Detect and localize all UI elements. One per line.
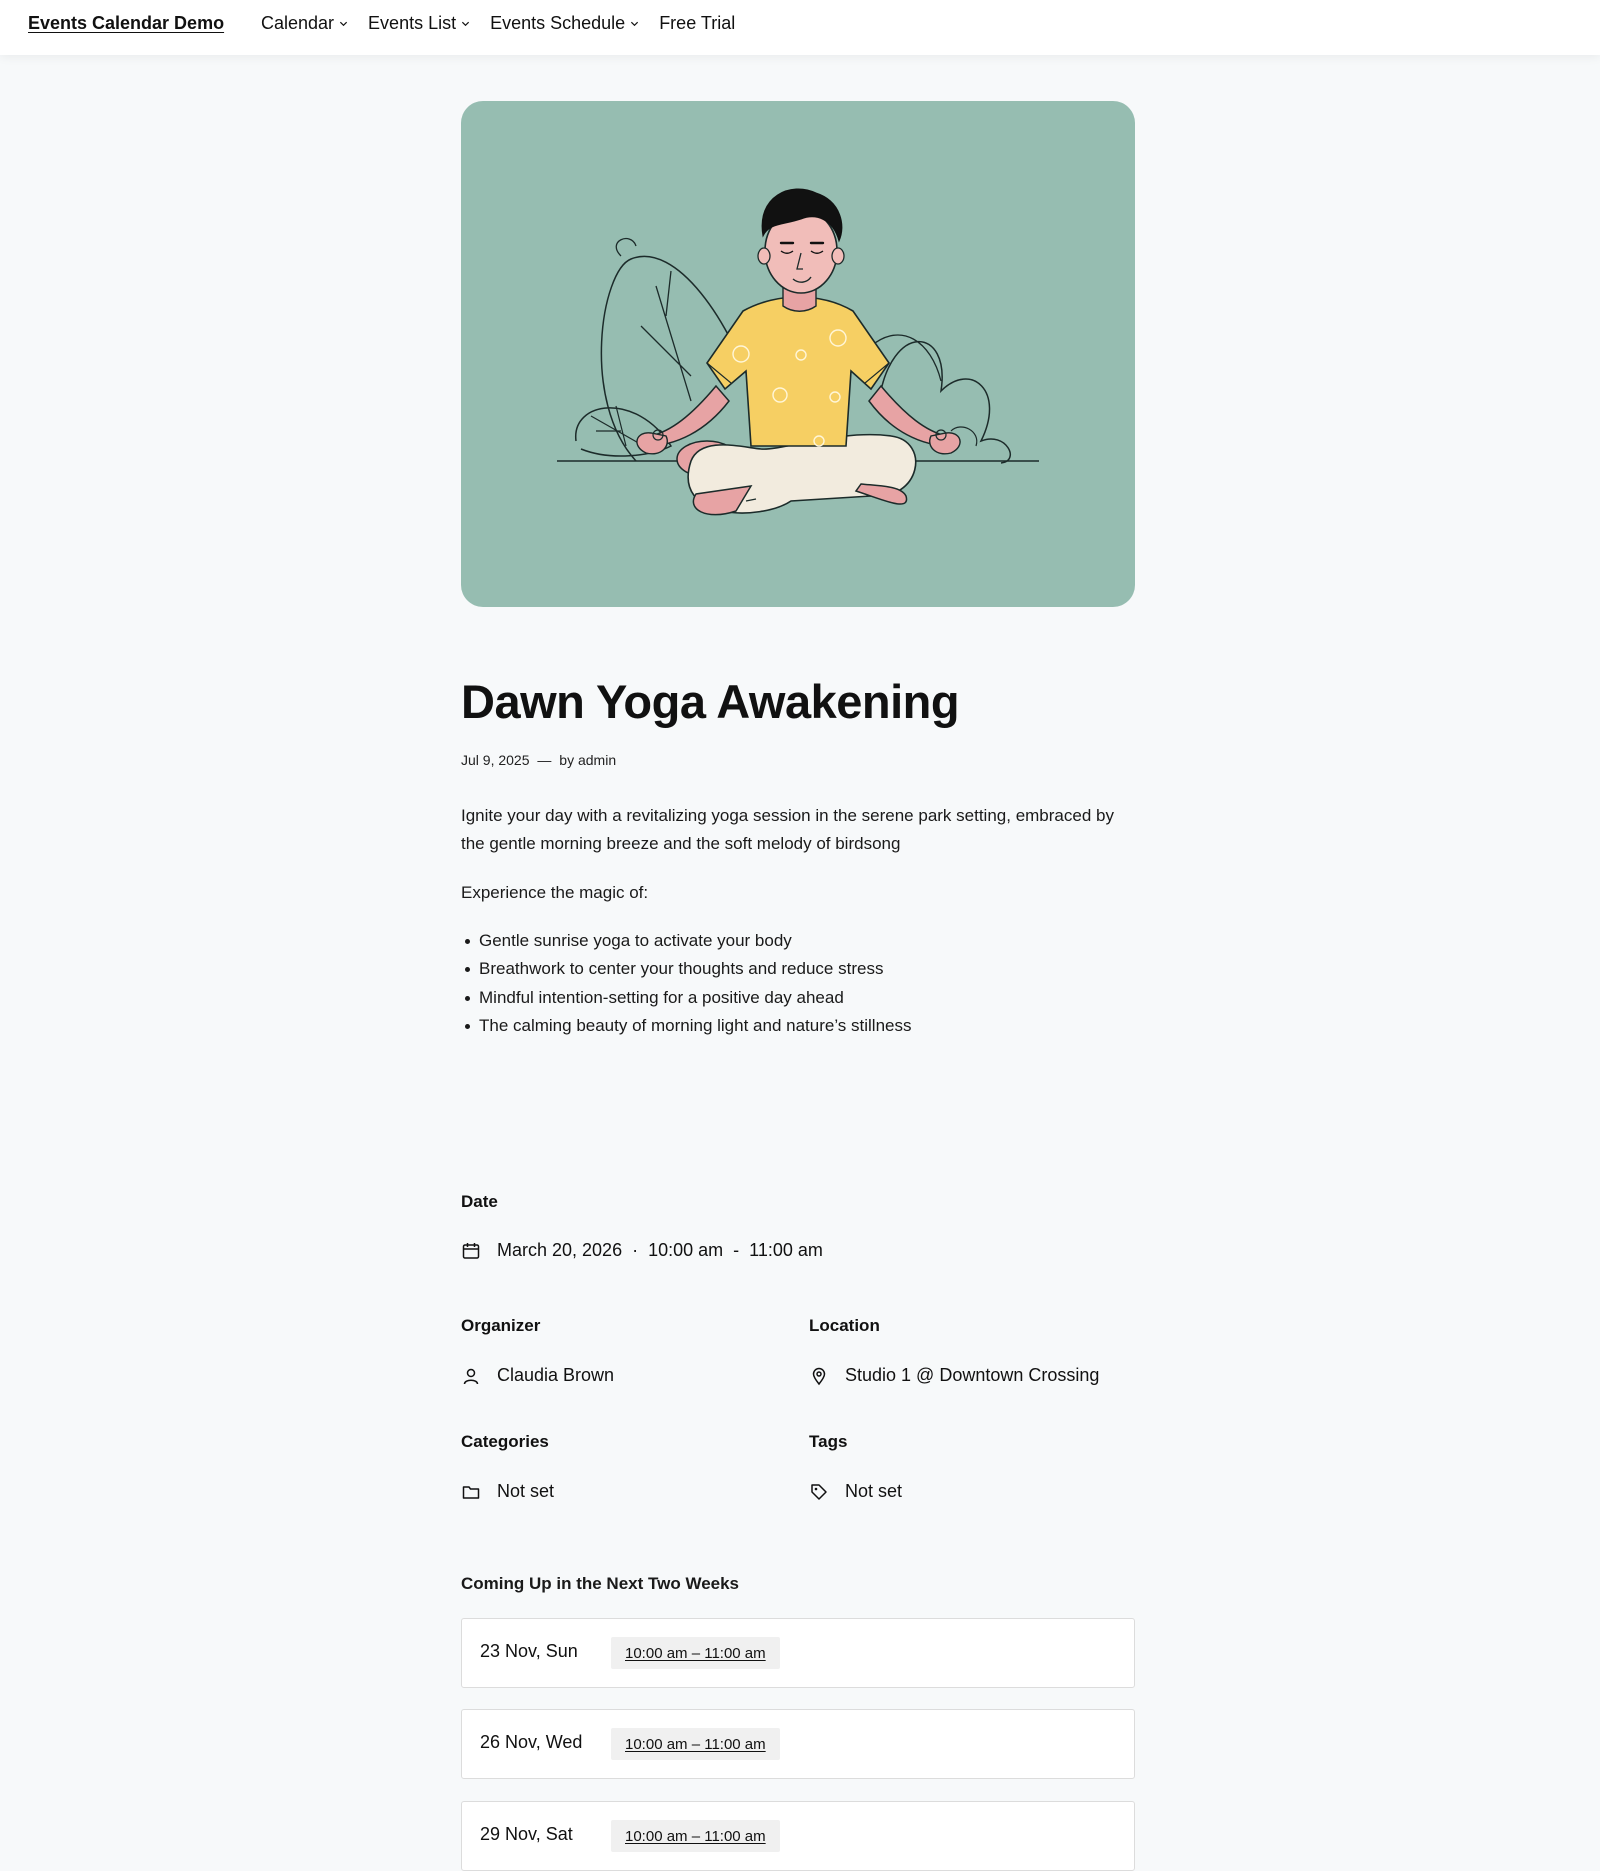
categories-label: Categories [461, 1432, 549, 1451]
upcoming-occurrence[interactable] [461, 1618, 1135, 1688]
nav-item-label: Free Trial [659, 13, 736, 33]
location-row [809, 1365, 1099, 1386]
chevron-down-icon [630, 19, 639, 28]
organizer-name[interactable]: Claudia Brown [497, 1365, 615, 1385]
nav-item-events-list[interactable] [368, 13, 470, 34]
upcoming-occurrence[interactable] [461, 1709, 1135, 1779]
location-name[interactable]: Studio 1 @ Downtown Crossing [845, 1365, 1100, 1385]
post-date: Jul 9, 2025 [461, 752, 530, 768]
date-label: Date [461, 1192, 498, 1211]
person-icon [461, 1366, 481, 1386]
tags-row [809, 1481, 902, 1502]
date-separator: · [632, 1240, 639, 1260]
post-meta [461, 752, 616, 768]
event-date: March 20, 2026 [497, 1240, 623, 1260]
calendar-icon [461, 1241, 481, 1261]
occurrence-date: 23 Nov, Sun [480, 1641, 578, 1661]
upcoming-occurrence[interactable] [461, 1801, 1135, 1871]
event-title: Dawn Yoga Awakening [461, 675, 960, 728]
site-header [0, 0, 1600, 55]
time-separator: - [733, 1240, 740, 1260]
nav-item-label: Events List [368, 13, 457, 33]
feature-list [461, 927, 911, 1041]
occurrence-date: 26 Nov, Wed [480, 1732, 583, 1752]
list-item: Gentle sunrise yoga to activate your body [461, 927, 911, 955]
tags-value: Not set [845, 1481, 903, 1501]
map-pin-icon [809, 1366, 829, 1386]
nav-item-events-schedule[interactable] [490, 13, 639, 34]
occurrence-time-link[interactable]: 10:00 am – 11:00 am [611, 1637, 780, 1669]
tags-label: Tags [809, 1432, 848, 1451]
list-item: The calming beauty of morning light and nature’s stillness [461, 1012, 911, 1040]
chevron-down-icon [339, 19, 348, 28]
meta-separator: — [537, 752, 552, 768]
nav-item-label: Events Schedule [490, 13, 626, 33]
event-main [461, 101, 1135, 1845]
list-item: Mindful intention-setting for a positive day ahead [461, 984, 911, 1012]
event-end-time: 11:00 am [749, 1240, 823, 1260]
date-row [461, 1240, 823, 1261]
location-label: Location [809, 1316, 880, 1335]
occurrence-time-link[interactable]: 10:00 am – 11:00 am [611, 1820, 780, 1852]
main-nav [261, 13, 755, 34]
list-item: Breathwork to center your thoughts and reduce stress [461, 955, 911, 983]
categories-row [461, 1481, 554, 1502]
nav-item-free-trial[interactable] [659, 13, 735, 34]
nav-item-label: Calendar [261, 13, 335, 33]
author-link[interactable]: admin [577, 752, 617, 768]
magic-heading: Experience the magic of: [461, 883, 649, 902]
organizer-row [461, 1365, 614, 1386]
occurrence-date: 29 Nov, Sat [480, 1824, 573, 1844]
chevron-down-icon [461, 19, 470, 28]
hero-image [461, 101, 1135, 607]
nav-item-calendar[interactable] [261, 13, 348, 34]
by-label: by [559, 752, 575, 768]
tag-icon [809, 1482, 829, 1502]
occurrence-time-link[interactable]: 10:00 am – 11:00 am [611, 1728, 780, 1760]
event-start-time: 10:00 am [648, 1240, 724, 1260]
folder-icon [461, 1482, 481, 1502]
site-title-link[interactable]: Events Calendar Demo [28, 13, 225, 33]
categories-value: Not set [497, 1481, 555, 1501]
event-intro: Ignite your day with a revitalizing yoga session in the serene park setting, embraced by the gentle morning breeze and the soft melody of birdsong [461, 806, 1114, 853]
meditating-person-illustration [461, 101, 1135, 607]
organizer-label: Organizer [461, 1316, 541, 1335]
upcoming-heading: Coming Up in the Next Two Weeks [461, 1574, 740, 1593]
